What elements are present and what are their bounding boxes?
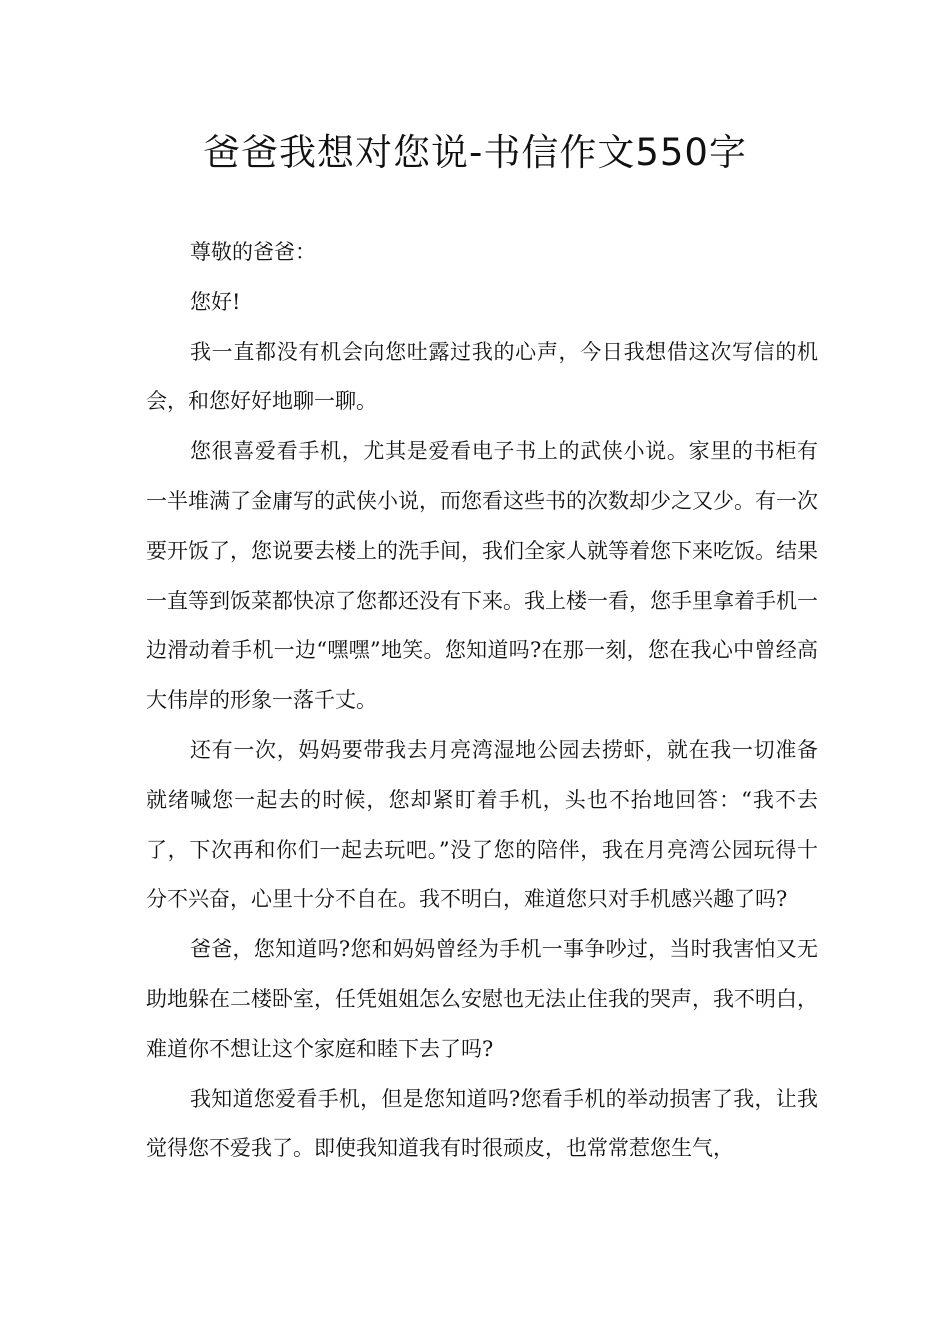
greeting: 您好! [190, 289, 241, 314]
paragraph: 还有一次，妈妈要带我去月亮湾湿地公园去捞虾，就在我一切准备就绪喊您一起去的时候，您却紧盯着手机，头也不抬地回答：“我不去了，下次再和你们一起去玩吧。”没了您的陪伴，我在月亮湾公园玩得十分不兴奋，心里十分不自在。我不明白，难道您只对手机感兴趣了吗? [146, 737, 818, 912]
paragraph: 您很喜爱看手机，尤其是爱看电子书上的武侠小说。家里的书柜有一半堆满了金庸写的武侠小说，而您看这些书的次数却少之又少。有一次要开饭了，您说要去楼上的洗手间，我们全家人就等着您下来吃饭。结果一直等到饭菜都快凉了您都还没有下来。我上楼一看，您手里拿着手机一边滑动着手机一边“嘿嘿”地笑。您知道吗?在那一刻，您在我心中曾经高大伟岸的形象一落千丈。 [146, 439, 818, 713]
paragraph: 爸爸，您知道吗?您和妈妈曾经为手机一事争吵过，当时我害怕又无助地躲在二楼卧室，任凭姐姐怎么安慰也无法止住我的哭声，我不明白，难道你不想让这个家庭和睦下去了吗? [146, 937, 818, 1061]
paragraph: 我知道您爱看手机，但是您知道吗?您看手机的举动损害了我，让我觉得您不爱我了。即使我知道我有时很顽皮，也常常惹您生气， [146, 1086, 818, 1161]
paragraph: 我一直都没有机会向您吐露过我的心声，今日我想借这次写信的机会，和您好好地聊一聊。 [146, 339, 818, 414]
salutation: 尊敬的爸爸： [190, 240, 316, 264]
document-title: 爸爸我想对您说-书信作文550字 [203, 131, 747, 174]
letter-body [146, 228, 818, 1174]
